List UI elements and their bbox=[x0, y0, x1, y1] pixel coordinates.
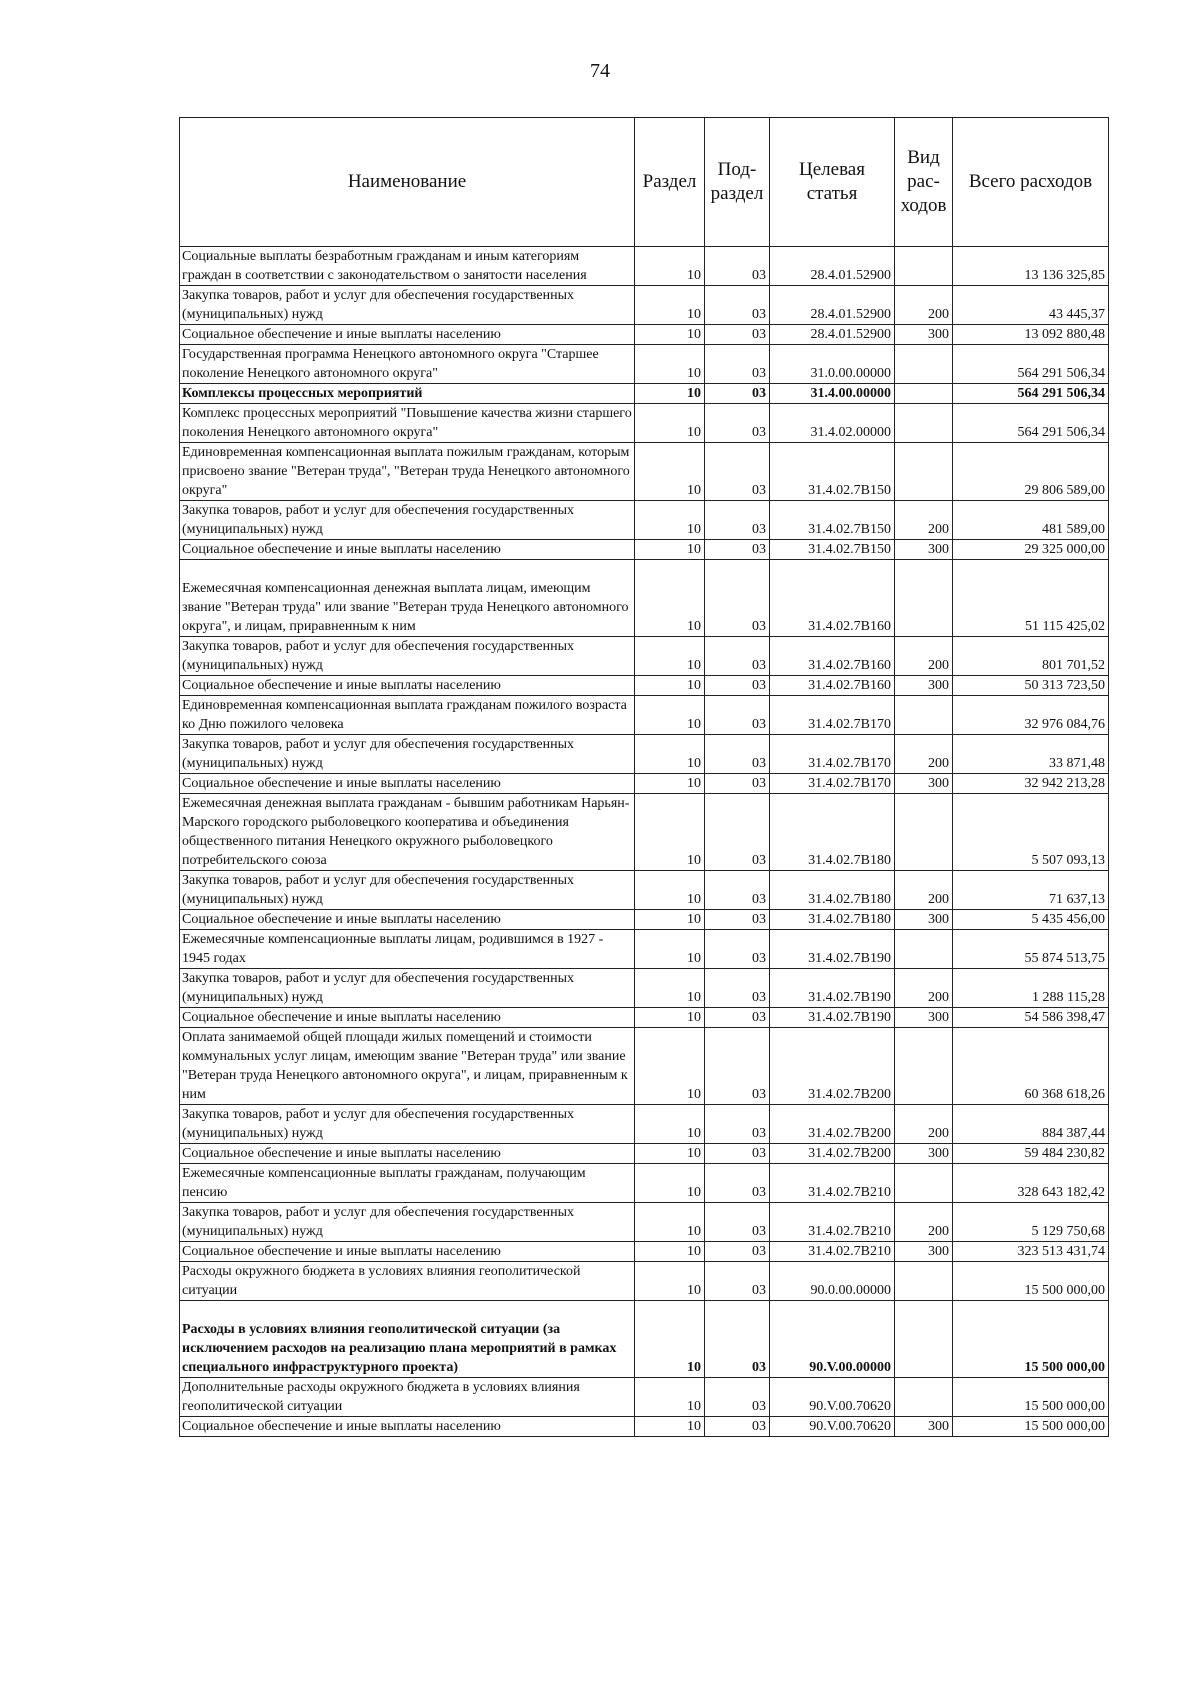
cell-name: Социальное обеспечение и иные выплаты населению bbox=[180, 540, 635, 560]
table-row bbox=[180, 1008, 1109, 1028]
table-row bbox=[180, 774, 1109, 794]
cell-name: Единовременная компенсационная выплата пожилым гражданам, которым присвоено звание "Ветеран труда", "Ветеран труда Ненецкого автономного округа" bbox=[180, 443, 635, 501]
cell-razdel: 10 bbox=[635, 871, 705, 910]
cell-podrazdel: 03 bbox=[705, 735, 770, 774]
cell-podrazdel: 03 bbox=[705, 1301, 770, 1378]
cell-razdel: 10 bbox=[635, 1028, 705, 1105]
cell-celevaya-statya: 31.4.02.7В160 bbox=[770, 676, 895, 696]
cell-celevaya-statya: 31.4.02.7В150 bbox=[770, 540, 895, 560]
cell-celevaya-statya: 31.4.02.7В210 bbox=[770, 1203, 895, 1242]
cell-vid-raskhodov: 300 bbox=[895, 540, 953, 560]
table-row bbox=[180, 1301, 1109, 1378]
cell-podrazdel: 03 bbox=[705, 384, 770, 404]
table-row bbox=[180, 871, 1109, 910]
cell-vid-raskhodov bbox=[895, 1028, 953, 1105]
cell-total: 13 136 325,85 bbox=[953, 247, 1109, 286]
cell-vid-raskhodov: 200 bbox=[895, 969, 953, 1008]
cell-celevaya-statya: 31.0.00.00000 bbox=[770, 345, 895, 384]
cell-celevaya-statya: 31.4.02.7В160 bbox=[770, 637, 895, 676]
cell-razdel: 10 bbox=[635, 540, 705, 560]
cell-name: Ежемесячная денежная выплата гражданам - бывшим работникам Нарьян-Марского городского рыболовецкого кооператива и объединения общественного питания Ненецкого окружного рыболовецкого потребительского союза bbox=[180, 794, 635, 871]
table-row bbox=[180, 1144, 1109, 1164]
cell-vid-raskhodov bbox=[895, 443, 953, 501]
cell-vid-raskhodov bbox=[895, 696, 953, 735]
cell-total: 15 500 000,00 bbox=[953, 1301, 1109, 1378]
cell-podrazdel: 03 bbox=[705, 969, 770, 1008]
cell-podrazdel: 03 bbox=[705, 774, 770, 794]
cell-podrazdel: 03 bbox=[705, 1417, 770, 1437]
cell-vid-raskhodov: 200 bbox=[895, 637, 953, 676]
cell-total: 564 291 506,34 bbox=[953, 384, 1109, 404]
cell-razdel: 10 bbox=[635, 1164, 705, 1203]
cell-vid-raskhodov bbox=[895, 345, 953, 384]
table-row bbox=[180, 1105, 1109, 1144]
table-row bbox=[180, 1417, 1109, 1437]
cell-celevaya-statya: 31.4.02.7В200 bbox=[770, 1105, 895, 1144]
cell-podrazdel: 03 bbox=[705, 1164, 770, 1203]
cell-name: Дополнительные расходы окружного бюджета в условиях влияния геополитической ситуации bbox=[180, 1378, 635, 1417]
cell-celevaya-statya: 31.4.02.7В190 bbox=[770, 1008, 895, 1028]
cell-name: Оплата занимаемой общей площади жилых помещений и стоимости коммунальных услуг лицам, имеющим звание "Ветеран труда" или звание "Ветеран труда Ненецкого автономного округа", и лицам, приравненным к ним bbox=[180, 1028, 635, 1105]
cell-vid-raskhodov bbox=[895, 384, 953, 404]
cell-celevaya-statya: 31.4.00.00000 bbox=[770, 384, 895, 404]
table-row bbox=[180, 540, 1109, 560]
cell-total: 51 115 425,02 bbox=[953, 560, 1109, 637]
cell-vid-raskhodov bbox=[895, 1378, 953, 1417]
cell-total: 29 325 000,00 bbox=[953, 540, 1109, 560]
cell-razdel: 10 bbox=[635, 1301, 705, 1378]
cell-name: Закупка товаров, работ и услуг для обеспечения государственных (муниципальных) нужд bbox=[180, 501, 635, 540]
cell-vid-raskhodov: 300 bbox=[895, 1144, 953, 1164]
cell-vid-raskhodov bbox=[895, 560, 953, 637]
cell-celevaya-statya: 31.4.02.7В180 bbox=[770, 794, 895, 871]
page-number: 74 bbox=[590, 60, 610, 82]
cell-name: Закупка товаров, работ и услуг для обеспечения государственных (муниципальных) нужд bbox=[180, 1105, 635, 1144]
cell-vid-raskhodov: 300 bbox=[895, 1417, 953, 1437]
table-row bbox=[180, 1203, 1109, 1242]
cell-celevaya-statya: 31.4.02.7В180 bbox=[770, 871, 895, 910]
cell-celevaya-statya: 28.4.01.52900 bbox=[770, 286, 895, 325]
cell-total: 55 874 513,75 bbox=[953, 930, 1109, 969]
cell-vid-raskhodov bbox=[895, 404, 953, 443]
cell-podrazdel: 03 bbox=[705, 1028, 770, 1105]
cell-name: Единовременная компенсационная выплата гражданам пожилого возраста ко Дню пожилого человека bbox=[180, 696, 635, 735]
cell-total: 884 387,44 bbox=[953, 1105, 1109, 1144]
table-row bbox=[180, 560, 1109, 637]
cell-razdel: 10 bbox=[635, 560, 705, 637]
cell-podrazdel: 03 bbox=[705, 1105, 770, 1144]
cell-name: Государственная программа Ненецкого автономного округа "Старшее поколение Ненецкого автономного округа" bbox=[180, 345, 635, 384]
cell-vid-raskhodov: 300 bbox=[895, 774, 953, 794]
table-row bbox=[180, 696, 1109, 735]
cell-name: Закупка товаров, работ и услуг для обеспечения государственных (муниципальных) нужд bbox=[180, 735, 635, 774]
cell-celevaya-statya: 31.4.02.7В150 bbox=[770, 443, 895, 501]
table-body bbox=[180, 247, 1109, 1437]
table-row bbox=[180, 794, 1109, 871]
cell-vid-raskhodov: 200 bbox=[895, 871, 953, 910]
cell-podrazdel: 03 bbox=[705, 501, 770, 540]
cell-vid-raskhodov bbox=[895, 1164, 953, 1203]
cell-celevaya-statya: 90.V.00.00000 bbox=[770, 1301, 895, 1378]
cell-celevaya-statya: 28.4.01.52900 bbox=[770, 247, 895, 286]
cell-name: Социальное обеспечение и иные выплаты населению bbox=[180, 1242, 635, 1262]
cell-vid-raskhodov bbox=[895, 794, 953, 871]
cell-total: 564 291 506,34 bbox=[953, 404, 1109, 443]
cell-razdel: 10 bbox=[635, 1378, 705, 1417]
cell-celevaya-statya: 31.4.02.00000 bbox=[770, 404, 895, 443]
cell-name: Закупка товаров, работ и услуг для обеспечения государственных (муниципальных) нужд bbox=[180, 871, 635, 910]
cell-name: Социальные выплаты безработным гражданам и иным категориям граждан в соответствии с законодательством о занятости населения bbox=[180, 247, 635, 286]
cell-podrazdel: 03 bbox=[705, 910, 770, 930]
cell-total: 32 942 213,28 bbox=[953, 774, 1109, 794]
budget-table bbox=[179, 117, 1109, 1437]
cell-podrazdel: 03 bbox=[705, 345, 770, 384]
cell-razdel: 10 bbox=[635, 696, 705, 735]
cell-celevaya-statya: 31.4.02.7В150 bbox=[770, 501, 895, 540]
cell-vid-raskhodov: 300 bbox=[895, 1008, 953, 1028]
cell-total: 43 445,37 bbox=[953, 286, 1109, 325]
cell-razdel: 10 bbox=[635, 969, 705, 1008]
cell-razdel: 10 bbox=[635, 930, 705, 969]
cell-name: Социальное обеспечение и иные выплаты населению bbox=[180, 1144, 635, 1164]
cell-total: 29 806 589,00 bbox=[953, 443, 1109, 501]
cell-podrazdel: 03 bbox=[705, 1008, 770, 1028]
cell-vid-raskhodov: 300 bbox=[895, 676, 953, 696]
cell-vid-raskhodov bbox=[895, 247, 953, 286]
cell-name: Социальное обеспечение и иные выплаты населению bbox=[180, 1417, 635, 1437]
cell-celevaya-statya: 31.4.02.7В190 bbox=[770, 930, 895, 969]
cell-podrazdel: 03 bbox=[705, 540, 770, 560]
column-header-total: Всего расходов bbox=[953, 118, 1109, 247]
cell-name: Ежемесячные компенсационные выплаты гражданам, получающим пенсию bbox=[180, 1164, 635, 1203]
column-header-razdel: Раздел bbox=[635, 118, 705, 247]
cell-razdel: 10 bbox=[635, 1242, 705, 1262]
table-row bbox=[180, 910, 1109, 930]
cell-name: Социальное обеспечение и иные выплаты населению bbox=[180, 774, 635, 794]
cell-vid-raskhodov bbox=[895, 1262, 953, 1301]
table-row bbox=[180, 676, 1109, 696]
cell-podrazdel: 03 bbox=[705, 930, 770, 969]
cell-razdel: 10 bbox=[635, 910, 705, 930]
cell-name: Социальное обеспечение и иные выплаты населению bbox=[180, 676, 635, 696]
cell-razdel: 10 bbox=[635, 637, 705, 676]
table-row bbox=[180, 930, 1109, 969]
cell-vid-raskhodov bbox=[895, 930, 953, 969]
cell-razdel: 10 bbox=[635, 1144, 705, 1164]
cell-name: Закупка товаров, работ и услуг для обеспечения государственных (муниципальных) нужд bbox=[180, 286, 635, 325]
cell-celevaya-statya: 31.4.02.7В170 bbox=[770, 774, 895, 794]
cell-total: 5 507 093,13 bbox=[953, 794, 1109, 871]
cell-name: Закупка товаров, работ и услуг для обеспечения государственных (муниципальных) нужд bbox=[180, 1203, 635, 1242]
cell-celevaya-statya: 90.0.00.00000 bbox=[770, 1262, 895, 1301]
cell-total: 71 637,13 bbox=[953, 871, 1109, 910]
cell-celevaya-statya: 31.4.02.7В160 bbox=[770, 560, 895, 637]
cell-total: 1 288 115,28 bbox=[953, 969, 1109, 1008]
cell-name: Ежемесячные компенсационные выплаты лицам, родившимся в 1927 - 1945 годах bbox=[180, 930, 635, 969]
table-row bbox=[180, 247, 1109, 286]
cell-vid-raskhodov bbox=[895, 1301, 953, 1378]
cell-name: Социальное обеспечение и иные выплаты населению bbox=[180, 325, 635, 345]
cell-name: Социальное обеспечение и иные выплаты населению bbox=[180, 910, 635, 930]
cell-name: Расходы окружного бюджета в условиях влияния геополитической ситуации bbox=[180, 1262, 635, 1301]
cell-razdel: 10 bbox=[635, 1262, 705, 1301]
cell-vid-raskhodov: 200 bbox=[895, 735, 953, 774]
table-row bbox=[180, 1378, 1109, 1417]
cell-total: 328 643 182,42 bbox=[953, 1164, 1109, 1203]
table-row bbox=[180, 325, 1109, 345]
cell-vid-raskhodov: 200 bbox=[895, 286, 953, 325]
table-row bbox=[180, 1262, 1109, 1301]
cell-razdel: 10 bbox=[635, 676, 705, 696]
cell-total: 15 500 000,00 bbox=[953, 1262, 1109, 1301]
cell-podrazdel: 03 bbox=[705, 404, 770, 443]
cell-podrazdel: 03 bbox=[705, 1262, 770, 1301]
cell-total: 13 092 880,48 bbox=[953, 325, 1109, 345]
table-row bbox=[180, 286, 1109, 325]
table-row bbox=[180, 501, 1109, 540]
cell-podrazdel: 03 bbox=[705, 286, 770, 325]
cell-name: Комплексы процессных мероприятий bbox=[180, 384, 635, 404]
table-row bbox=[180, 345, 1109, 384]
cell-podrazdel: 03 bbox=[705, 696, 770, 735]
cell-podrazdel: 03 bbox=[705, 443, 770, 501]
cell-celevaya-statya: 31.4.02.7В210 bbox=[770, 1242, 895, 1262]
table-row bbox=[180, 1028, 1109, 1105]
cell-total: 15 500 000,00 bbox=[953, 1417, 1109, 1437]
cell-celevaya-statya: 28.4.01.52900 bbox=[770, 325, 895, 345]
cell-razdel: 10 bbox=[635, 325, 705, 345]
table-row bbox=[180, 735, 1109, 774]
cell-vid-raskhodov: 300 bbox=[895, 910, 953, 930]
cell-podrazdel: 03 bbox=[705, 1203, 770, 1242]
cell-razdel: 10 bbox=[635, 443, 705, 501]
cell-razdel: 10 bbox=[635, 404, 705, 443]
cell-celevaya-statya: 31.4.02.7В170 bbox=[770, 696, 895, 735]
cell-vid-raskhodov: 200 bbox=[895, 1203, 953, 1242]
cell-name: Закупка товаров, работ и услуг для обеспечения государственных (муниципальных) нужд bbox=[180, 969, 635, 1008]
cell-celevaya-statya: 31.4.02.7В200 bbox=[770, 1028, 895, 1105]
cell-vid-raskhodov: 300 bbox=[895, 1242, 953, 1262]
cell-name: Социальное обеспечение и иные выплаты населению bbox=[180, 1008, 635, 1028]
cell-razdel: 10 bbox=[635, 1105, 705, 1144]
cell-razdel: 10 bbox=[635, 286, 705, 325]
cell-total: 54 586 398,47 bbox=[953, 1008, 1109, 1028]
cell-podrazdel: 03 bbox=[705, 247, 770, 286]
cell-razdel: 10 bbox=[635, 1203, 705, 1242]
cell-podrazdel: 03 bbox=[705, 637, 770, 676]
cell-razdel: 10 bbox=[635, 774, 705, 794]
table-row bbox=[180, 443, 1109, 501]
table-row bbox=[180, 384, 1109, 404]
cell-podrazdel: 03 bbox=[705, 794, 770, 871]
cell-celevaya-statya: 31.4.02.7В210 bbox=[770, 1164, 895, 1203]
cell-razdel: 10 bbox=[635, 345, 705, 384]
table-row bbox=[180, 637, 1109, 676]
cell-total: 481 589,00 bbox=[953, 501, 1109, 540]
cell-podrazdel: 03 bbox=[705, 560, 770, 637]
cell-name: Ежемесячная компенсационная денежная выплата лицам, имеющим звание "Ветеран труда" или звание "Ветеран труда Ненецкого автономного округа", и лицам, приравненным к ним bbox=[180, 560, 635, 637]
cell-celevaya-statya: 31.4.02.7В170 bbox=[770, 735, 895, 774]
cell-total: 59 484 230,82 bbox=[953, 1144, 1109, 1164]
cell-celevaya-statya: 31.4.02.7В180 bbox=[770, 910, 895, 930]
cell-name: Закупка товаров, работ и услуг для обеспечения государственных (муниципальных) нужд bbox=[180, 637, 635, 676]
table-row bbox=[180, 404, 1109, 443]
cell-razdel: 10 bbox=[635, 1008, 705, 1028]
cell-total: 5 435 456,00 bbox=[953, 910, 1109, 930]
column-header-vid-raskhodov: Вид рас- ходов bbox=[895, 118, 953, 247]
cell-total: 32 976 084,76 bbox=[953, 696, 1109, 735]
cell-total: 60 368 618,26 bbox=[953, 1028, 1109, 1105]
column-header-podrazdel: Под- раздел bbox=[705, 118, 770, 247]
cell-celevaya-statya: 31.4.02.7В190 bbox=[770, 969, 895, 1008]
cell-total: 50 313 723,50 bbox=[953, 676, 1109, 696]
cell-podrazdel: 03 bbox=[705, 1378, 770, 1417]
cell-vid-raskhodov: 300 bbox=[895, 325, 953, 345]
cell-celevaya-statya: 31.4.02.7В200 bbox=[770, 1144, 895, 1164]
cell-total: 15 500 000,00 bbox=[953, 1378, 1109, 1417]
cell-razdel: 10 bbox=[635, 794, 705, 871]
cell-podrazdel: 03 bbox=[705, 1144, 770, 1164]
cell-razdel: 10 bbox=[635, 1417, 705, 1437]
table-header-row bbox=[180, 118, 1109, 247]
table-row bbox=[180, 1164, 1109, 1203]
cell-podrazdel: 03 bbox=[705, 1242, 770, 1262]
cell-razdel: 10 bbox=[635, 247, 705, 286]
cell-razdel: 10 bbox=[635, 384, 705, 404]
cell-razdel: 10 bbox=[635, 501, 705, 540]
column-header-celevaya-statya: Целевая статья bbox=[770, 118, 895, 247]
cell-razdel: 10 bbox=[635, 735, 705, 774]
cell-total: 564 291 506,34 bbox=[953, 345, 1109, 384]
cell-name: Комплекс процессных мероприятий "Повышение качества жизни старшего поколения Ненецкого автономного округа" bbox=[180, 404, 635, 443]
column-header-name: Наименование bbox=[180, 118, 635, 247]
cell-celevaya-statya: 90.V.00.70620 bbox=[770, 1417, 895, 1437]
cell-total: 323 513 431,74 bbox=[953, 1242, 1109, 1262]
cell-podrazdel: 03 bbox=[705, 676, 770, 696]
cell-podrazdel: 03 bbox=[705, 871, 770, 910]
cell-vid-raskhodov: 200 bbox=[895, 501, 953, 540]
cell-podrazdel: 03 bbox=[705, 325, 770, 345]
table-row bbox=[180, 1242, 1109, 1262]
cell-name: Расходы в условиях влияния геополитической ситуации (за исключением расходов на реализацию плана мероприятий в рамках специального инфраструктурного проекта) bbox=[180, 1301, 635, 1378]
table-row bbox=[180, 969, 1109, 1008]
cell-total: 801 701,52 bbox=[953, 637, 1109, 676]
cell-vid-raskhodov: 200 bbox=[895, 1105, 953, 1144]
cell-celevaya-statya: 90.V.00.70620 bbox=[770, 1378, 895, 1417]
cell-total: 33 871,48 bbox=[953, 735, 1109, 774]
cell-total: 5 129 750,68 bbox=[953, 1203, 1109, 1242]
